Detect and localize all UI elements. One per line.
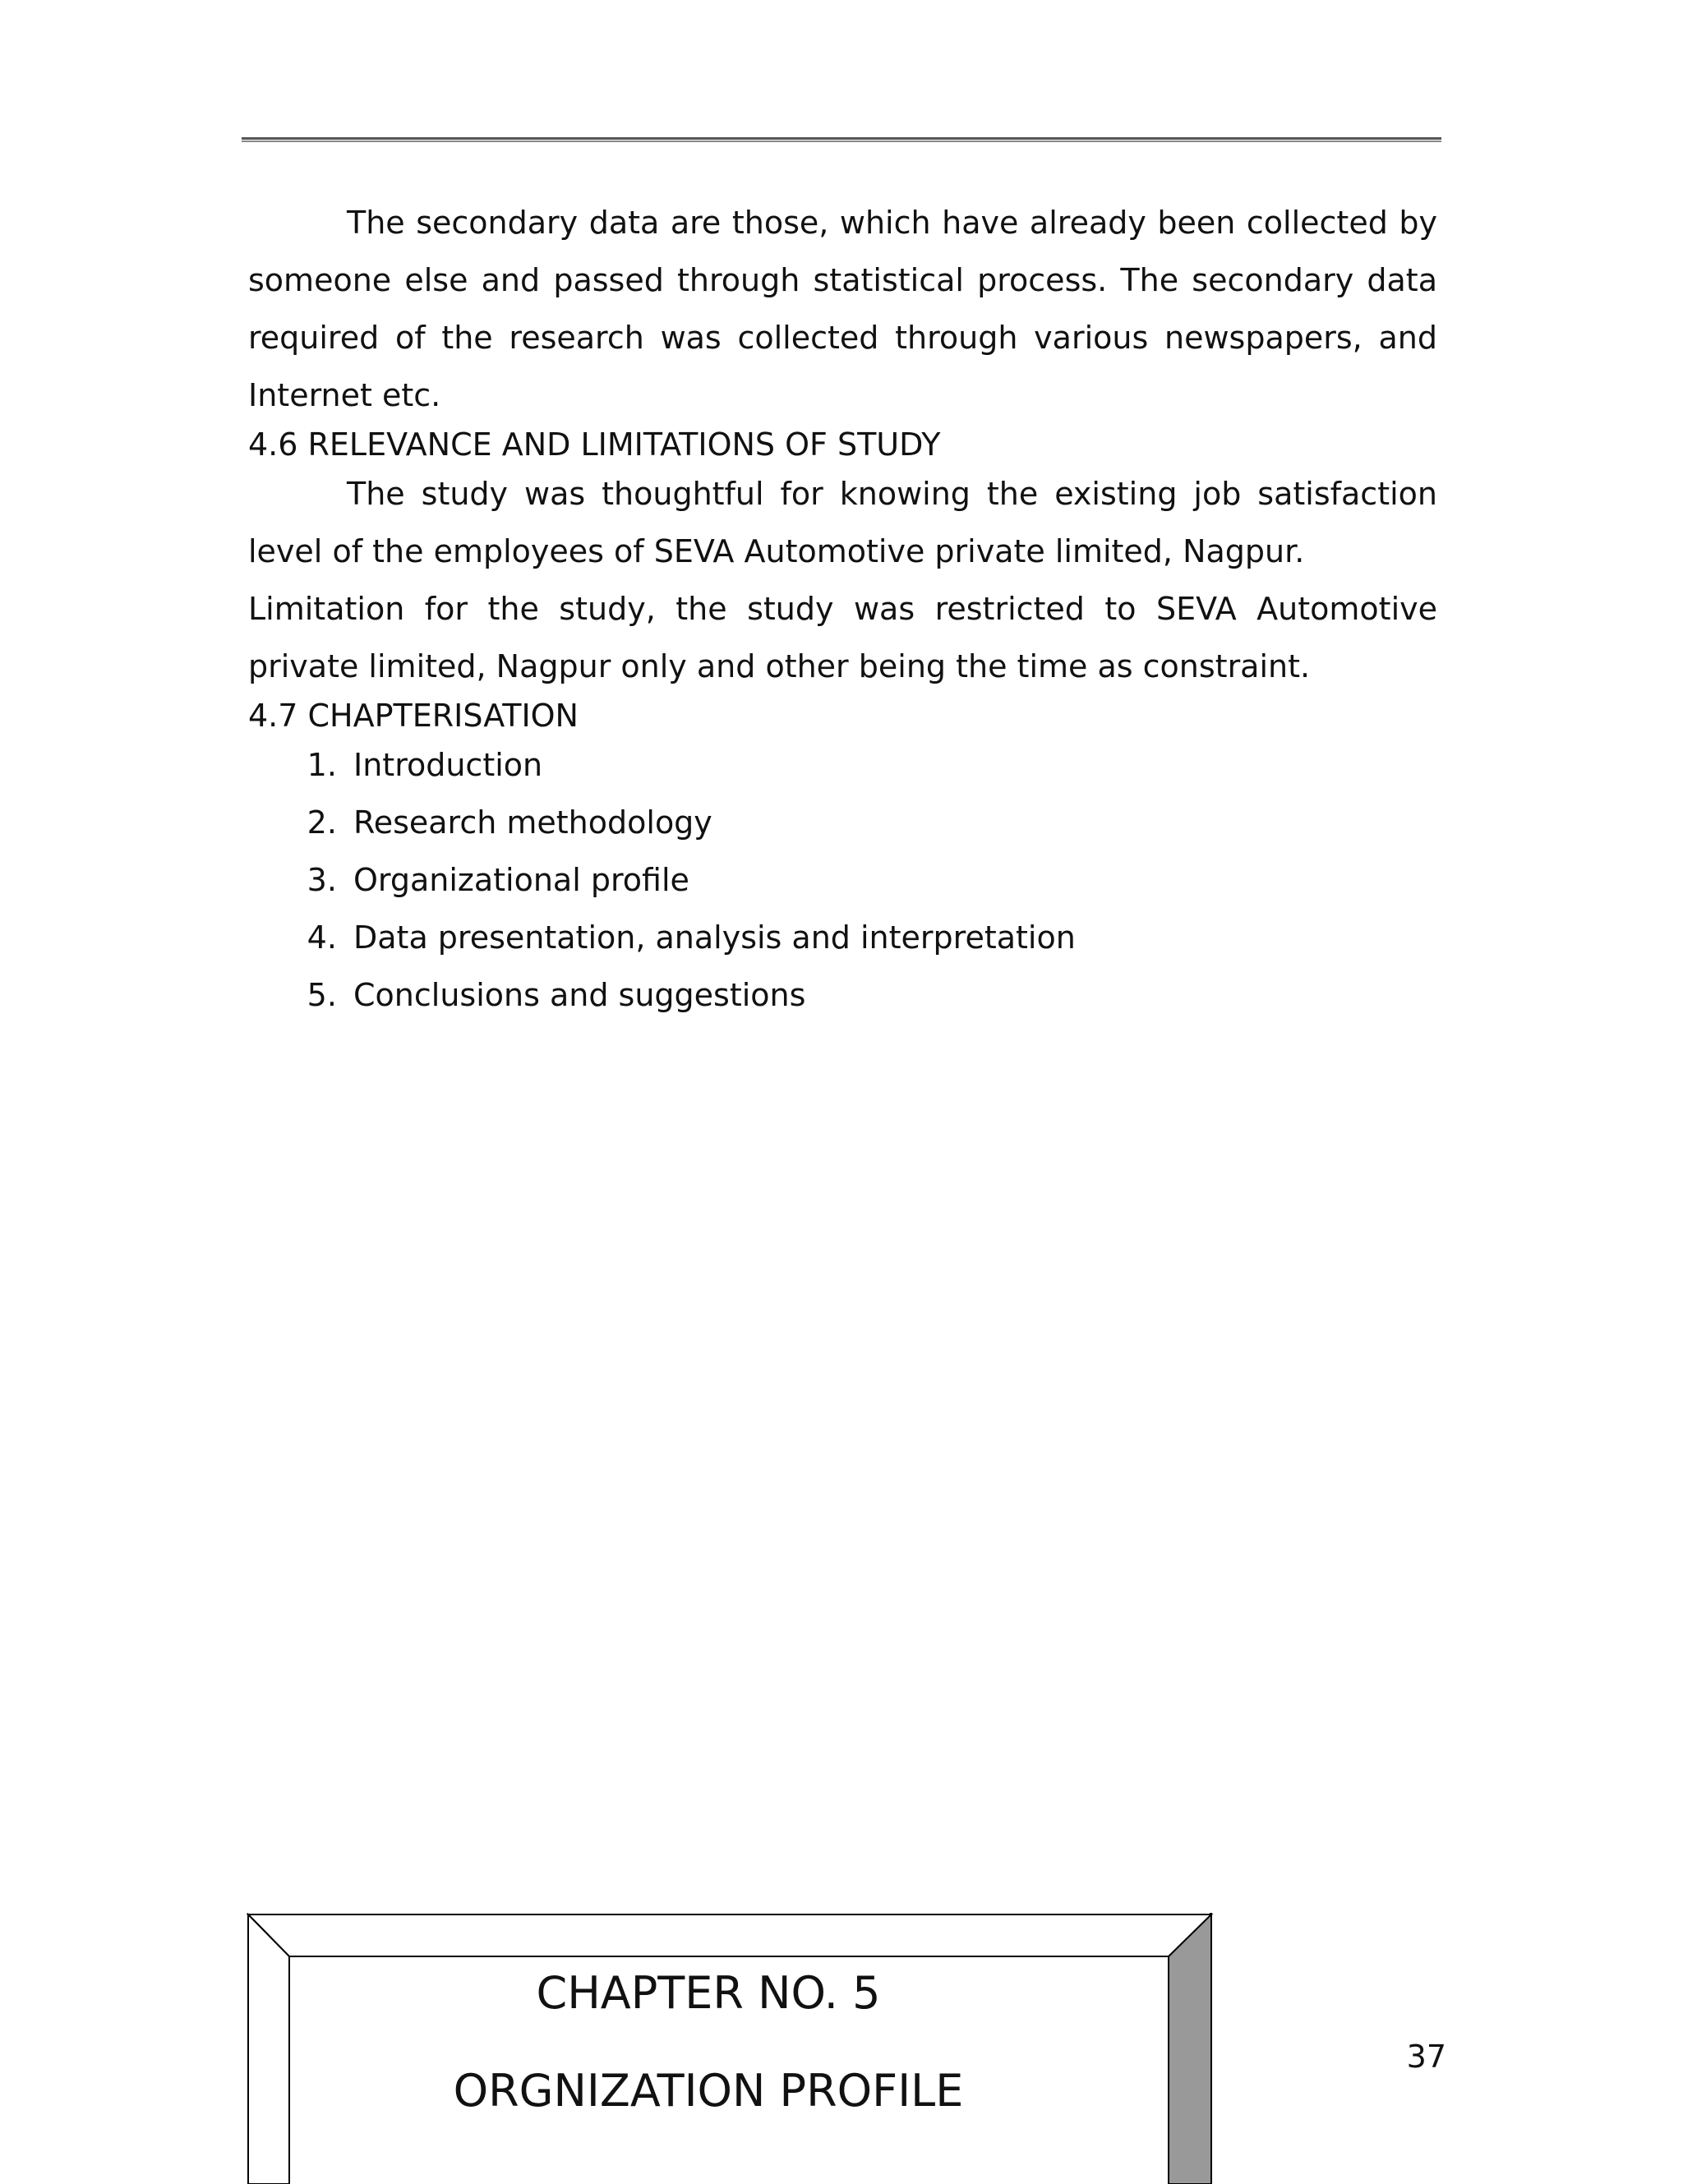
list-item: 2. Research methodology — [347, 794, 1437, 851]
chapter-number: CHAPTER NO. 5 — [536, 1967, 881, 2019]
chapter-title-box — [247, 1913, 1216, 2184]
limitations-paragraph: Limitation for the study, the study was restricted to SEVA Automotive private limited, Nagpur only and other being the time as constraint. — [248, 591, 1437, 684]
page-content — [248, 194, 1437, 1024]
section-heading-relevance-limitations: 4.6 RELEVANCE AND LIMITATIONS OF STUDY — [248, 426, 941, 463]
header-rule — [242, 137, 1441, 142]
chapter-list — [248, 736, 1437, 1024]
secondary-data-paragraph: The secondary data are those, which have already been collected by someone else and passed through statistical process. The secondary data required of the research was collected through various newspapers, and Internet etc. — [248, 205, 1437, 413]
relevance-paragraph: The study was thoughtful for knowing the existing job satisfaction level of the employees of SEVA Automotive private limited, Nagpur. — [248, 476, 1437, 569]
chapter-box-frame — [247, 1913, 1216, 2184]
list-item: 3. Organizational profile — [347, 851, 1437, 909]
list-item: 1. Introduction — [347, 736, 1437, 794]
list-item: 5. Conclusions and suggestions — [347, 966, 1437, 1024]
section-heading-chapterisation: 4.7 CHAPTERISATION — [248, 698, 579, 734]
page-number: 37 — [1406, 2039, 1446, 2075]
chapter-title: ORGNIZATION PROFILE — [453, 2065, 964, 2117]
list-item: 4. Data presentation, analysis and interpretation — [347, 909, 1437, 966]
